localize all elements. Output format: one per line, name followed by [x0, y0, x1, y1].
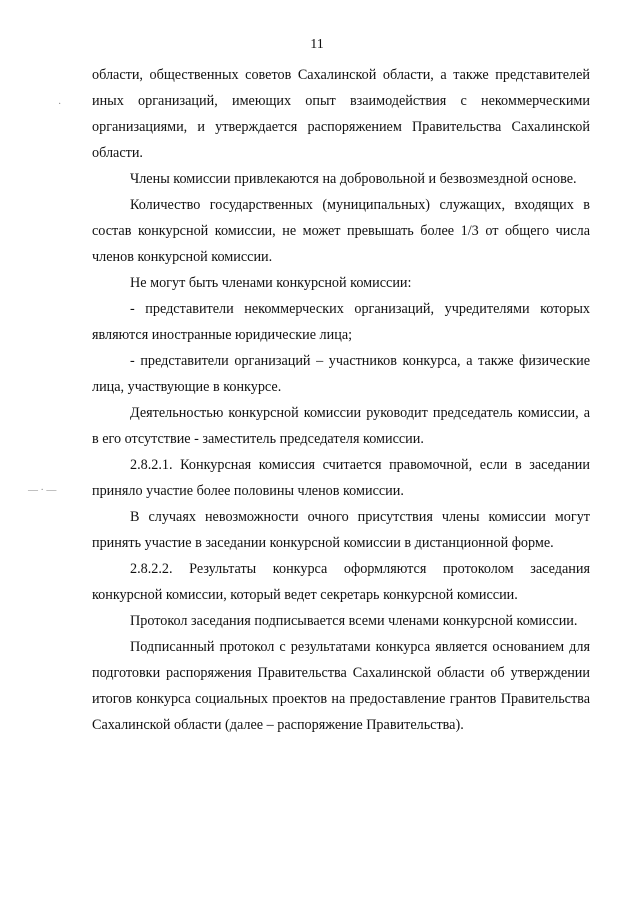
paragraph-3: Количество государственных (муниципальных) служащих, входящих в состав конкурсной комиссии, не может превышать более 1/3 от общего числа членов конкурсной комиссии.: [92, 197, 590, 265]
paragraph-12: Подписанный протокол с результатами конкурса является основанием для подготовки распоряжения Правительства Сахалинской области об утверждении итогов конкурса социальных проектов на предоставление грантов Правительства Сахалинской области (далее – распоряжение Правительства).: [92, 639, 590, 733]
paragraph-11: Протокол заседания подписывается всеми членами конкурсной комиссии.: [130, 613, 578, 629]
paragraph-8: 2.8.2.1. Конкурсная комиссия считается правомочной, если в заседании приняло участие более половины членов комиссии.: [92, 457, 590, 499]
page-number: 11: [310, 37, 324, 52]
scan-mark: ·: [58, 99, 62, 110]
paragraph-2: Члены комиссии привлекаются на добровольной и безвозмездной основе.: [130, 171, 577, 187]
paragraph-9: В случаях невозможности очного присутствия члены комиссии могут принять участие в заседании конкурсной комиссии в дистанционной форме.: [92, 509, 590, 551]
paragraph-6: - представители организаций – участников конкурса, а также физические лица, участвующие в конкурсе.: [92, 353, 590, 395]
document-body: [92, 62, 590, 738]
paragraph-7: Деятельностью конкурсной комиссии руководит председатель комиссии, а в его отсутствие - заместитель председателя комиссии.: [92, 405, 590, 447]
paragraph-1: области, общественных советов Сахалинской области, а также представителей иных организаций, имеющих опыт взаимодействия с некоммерческими организациями, и утверждается распоряжением Правительства Сахалинской области.: [92, 67, 590, 161]
paragraph-5: - представители некоммерческих организаций, учредителями которых являются иностранные юридические лица;: [92, 301, 590, 343]
scan-mark: — · —: [28, 485, 57, 496]
paragraph-4: Не могут быть членами конкурсной комиссии:: [130, 275, 412, 291]
paragraph-10: 2.8.2.2. Результаты конкурса оформляются протоколом заседания конкурсной комиссии, который ведет секретарь конкурсной комиссии.: [92, 561, 590, 603]
